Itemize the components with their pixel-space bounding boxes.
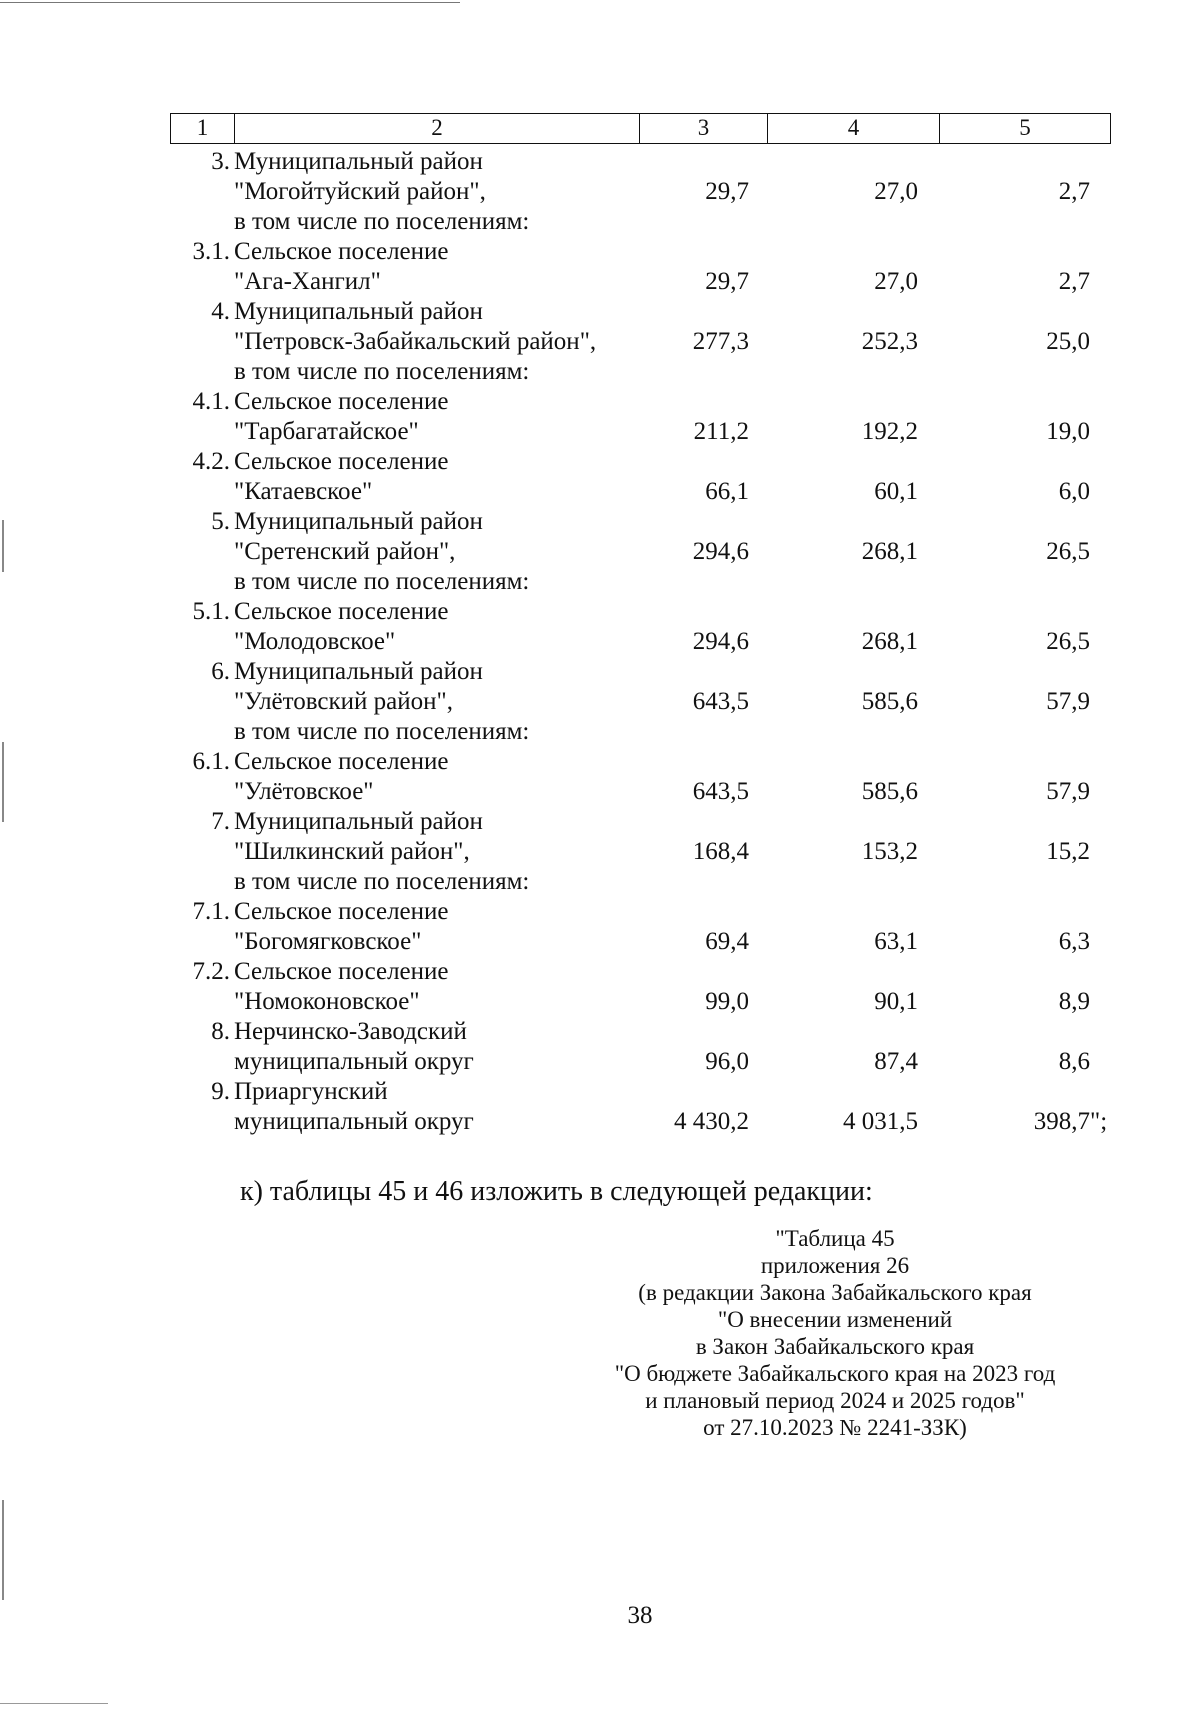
table-row (170, 1047, 1150, 1077)
value-col4: 27,0 (874, 178, 918, 205)
row-name: "Катаевское" (234, 478, 373, 505)
appendix-line: и плановый период 2024 и 2025 годов" (645, 1388, 1025, 1413)
table-row (170, 417, 1150, 447)
value-col4: 585,6 (861, 778, 918, 805)
table-row (170, 897, 1150, 927)
value-col5: 26,5 (1046, 538, 1090, 565)
row-name: муниципальный округ (234, 1108, 474, 1135)
column-header: 2 (235, 114, 640, 143)
row-name: Муниципальный район (234, 658, 483, 685)
column-header: 1 (171, 114, 235, 143)
column-header: 3 (640, 114, 768, 143)
table-row (170, 777, 1150, 807)
value-col3: 66,1 (705, 478, 749, 505)
row-name: "Улётовское" (234, 778, 374, 805)
value-col5: 6,0 (1058, 478, 1090, 505)
value-col4: 252,3 (861, 328, 918, 355)
row-number: 6. (211, 658, 230, 685)
row-name: "Улётовский район", (234, 688, 453, 715)
value-col5: 6,3 (1058, 928, 1090, 955)
value-col5: 8,9 (1058, 988, 1090, 1015)
value-col3: 96,0 (705, 1048, 749, 1075)
table-row (170, 177, 1150, 207)
row-name: муниципальный округ (234, 1048, 474, 1075)
value-col4: 4 031,5 (843, 1108, 918, 1135)
page-number: 38 (627, 1602, 653, 1629)
row-name: "Ага-Хангил" (234, 268, 381, 295)
scan-edge-left (2, 1500, 4, 1600)
row-name: Сельское поселение (234, 958, 449, 985)
value-col3: 294,6 (692, 628, 749, 655)
value-col5: 2,7 (1058, 268, 1090, 295)
appendix-line: от 27.10.2023 № 2241-ЗЗК) (703, 1415, 967, 1440)
row-name: Сельское поселение (234, 598, 449, 625)
row-name: Муниципальный район (234, 508, 483, 535)
appendix-line: (в редакции Закона Забайкальского края (638, 1280, 1032, 1305)
row-number: 7.1. (192, 898, 230, 925)
value-col4: 585,6 (861, 688, 918, 715)
table-row (170, 837, 1150, 867)
row-name: Приаргунский (234, 1078, 388, 1105)
appendix-line: в Закон Забайкальского края (695, 1334, 975, 1359)
appendix-heading (600, 1225, 1070, 1441)
value-col4: 192,2 (861, 418, 918, 445)
table-row (170, 597, 1150, 627)
row-number: 5. (211, 508, 230, 535)
scan-edge-bottom (0, 1703, 108, 1704)
value-col5: 25,0 (1046, 328, 1090, 355)
table-row (170, 567, 1150, 597)
table-row (170, 507, 1150, 537)
row-number: 7.2. (192, 958, 230, 985)
table-row (170, 987, 1150, 1017)
table-row (170, 957, 1150, 987)
row-number: 3.1. (192, 238, 230, 265)
value-col4: 63,1 (874, 928, 918, 955)
appendix-line: "О внесении изменений (717, 1307, 953, 1332)
table-row (170, 207, 1150, 237)
table-row (170, 387, 1150, 417)
table-body (170, 147, 1150, 1137)
row-name: "Молодовское" (234, 628, 396, 655)
value-col3: 643,5 (692, 778, 749, 805)
scan-edge-left (2, 742, 4, 822)
appendix-line: приложения 26 (760, 1253, 910, 1278)
appendix-line: "О бюджете Забайкальского края на 2023 год (614, 1361, 1056, 1386)
row-name: Муниципальный район (234, 298, 483, 325)
row-name: Сельское поселение (234, 238, 449, 265)
row-number: 4.1. (192, 388, 230, 415)
value-col4: 90,1 (874, 988, 918, 1015)
row-name: Муниципальный район (234, 808, 483, 835)
row-name: в том числе по поселениям: (234, 868, 530, 895)
row-number: 5.1. (192, 598, 230, 625)
value-col4: 27,0 (874, 268, 918, 295)
table-row (170, 927, 1150, 957)
value-col3: 69,4 (705, 928, 749, 955)
table-row (170, 1107, 1150, 1137)
scan-edge-top (0, 2, 460, 3)
value-col3: 99,0 (705, 988, 749, 1015)
row-name: Сельское поселение (234, 748, 449, 775)
value-col5: 8,6 (1058, 1048, 1090, 1075)
table-row (170, 717, 1150, 747)
value-col4: 60,1 (874, 478, 918, 505)
closing-quote: "; (1090, 1108, 1108, 1135)
column-header: 5 (1019, 115, 1031, 140)
table-row (170, 237, 1150, 267)
row-name: "Богомягковское" (234, 928, 422, 955)
table-row (170, 627, 1150, 657)
value-col3: 294,6 (692, 538, 749, 565)
row-name: "Петровск-Забайкальский район", (234, 328, 597, 355)
table-row (170, 357, 1150, 387)
row-name: Сельское поселение (234, 898, 449, 925)
value-col4: 268,1 (861, 628, 918, 655)
column-header-row (170, 113, 1111, 144)
value-col3: 29,7 (705, 268, 749, 295)
row-number: 6.1. (192, 748, 230, 775)
table-row (170, 867, 1150, 897)
value-col5: 26,5 (1046, 628, 1090, 655)
table-row (170, 297, 1150, 327)
table-row (170, 267, 1150, 297)
value-col3: 643,5 (692, 688, 749, 715)
table-row (170, 477, 1150, 507)
row-name: в том числе по поселениям: (234, 208, 530, 235)
table-row (170, 747, 1150, 777)
row-number: 4. (211, 298, 230, 325)
table-row (170, 1077, 1150, 1107)
row-name: в том числе по поселениям: (234, 568, 530, 595)
row-name: "Тарбагатайское" (234, 418, 419, 445)
value-col3: 29,7 (705, 178, 749, 205)
row-number: 4.2. (192, 448, 230, 475)
value-col5: 2,7 (1058, 178, 1090, 205)
value-col5: 57,9 (1046, 688, 1090, 715)
value-col5: 15,2 (1046, 838, 1090, 865)
value-col3: 277,3 (692, 328, 749, 355)
row-name: в том числе по поселениям: (234, 358, 530, 385)
table-row (170, 447, 1150, 477)
column-header: 4 (768, 114, 940, 143)
value-col5: 19,0 (1046, 418, 1090, 445)
row-name: "Номоконовское" (234, 988, 420, 1015)
value-col3: 4 430,2 (674, 1108, 749, 1135)
row-name: Нерчинско-Заводский (234, 1018, 467, 1045)
row-name: Сельское поселение (234, 388, 449, 415)
value-col4: 153,2 (861, 838, 918, 865)
table-row (170, 657, 1150, 687)
value-col4: 268,1 (861, 538, 918, 565)
value-col4: 87,4 (874, 1048, 918, 1075)
row-number: 3. (211, 148, 230, 175)
row-name: "Могойтуйский район", (234, 178, 486, 205)
row-name: Сельское поселение (234, 448, 449, 475)
row-name: "Сретенский район", (234, 538, 456, 565)
table-row (170, 1017, 1150, 1047)
value-col5: 57,9 (1046, 778, 1090, 805)
table-row (170, 807, 1150, 837)
table-row (170, 147, 1150, 177)
value-col5: 398,7 "; (1033, 1108, 1108, 1135)
table-row (170, 327, 1150, 357)
row-number: 8. (211, 1018, 230, 1045)
appendix-line: "Таблица 45 (775, 1226, 895, 1251)
row-number: 7. (211, 808, 230, 835)
row-name: "Шилкинский район", (234, 838, 470, 865)
value-col3: 211,2 (693, 418, 749, 445)
instruction-text: к) таблицы 45 и 46 изложить в следующей редакции: (240, 1176, 873, 1207)
scan-edge-left (2, 520, 4, 572)
row-name: в том числе по поселениям: (234, 718, 530, 745)
table-row (170, 687, 1150, 717)
row-number: 9. (211, 1078, 230, 1105)
value-col3: 168,4 (692, 838, 749, 865)
table-row (170, 537, 1150, 567)
row-name: Муниципальный район (234, 148, 483, 175)
